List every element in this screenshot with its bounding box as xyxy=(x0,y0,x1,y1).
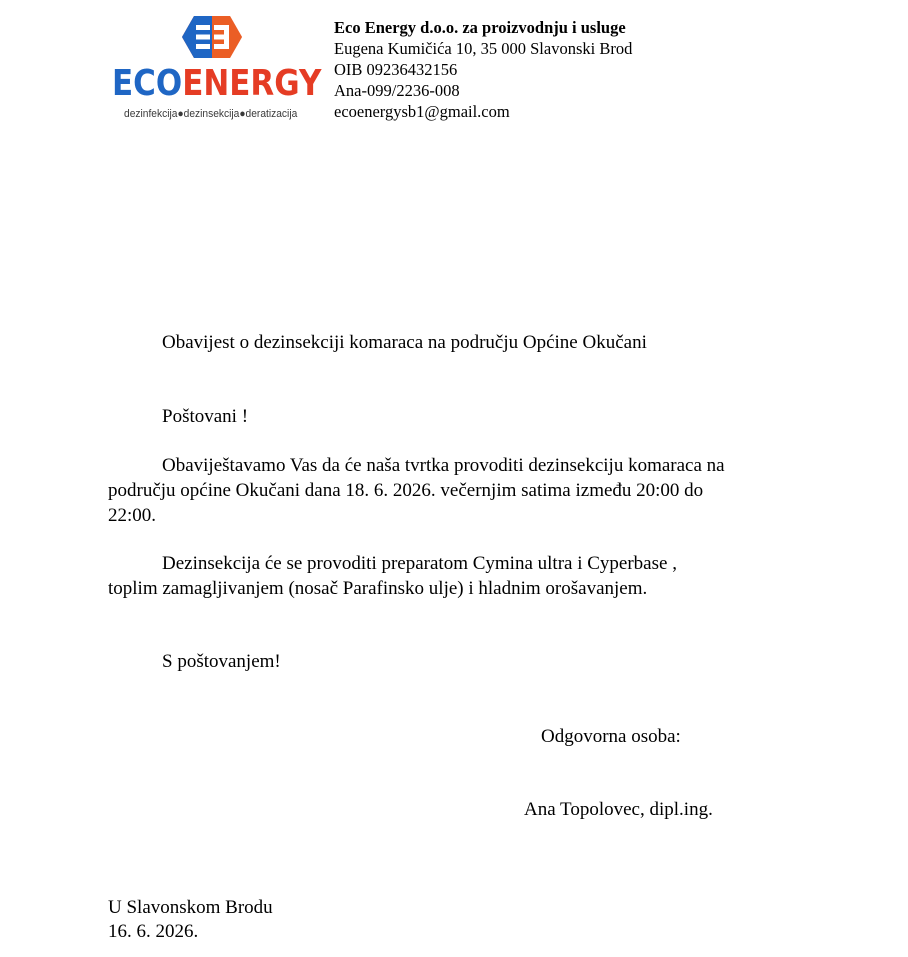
company-oib: OIB 09236432156 xyxy=(334,60,458,79)
signature-title: Odgovorna osoba: xyxy=(541,726,681,747)
logo-wordmark xyxy=(112,63,322,104)
company-logo xyxy=(108,12,323,124)
eco-energy-logo-mark-icon xyxy=(180,14,244,60)
letter-subject: Obavijest o dezinsekciji komaraca na području Općine Okučani xyxy=(162,332,647,353)
logo-word-energy: ENERGY xyxy=(182,63,322,104)
company-address: Eugena Kumičića 10, 35 000 Slavonski Brod xyxy=(334,39,633,58)
letter-salutation: Poštovani ! xyxy=(162,406,249,427)
company-phone: Ana-099/2236-008 xyxy=(334,81,460,100)
signature-name: Ana Topolovec, dipl.ing. xyxy=(524,799,713,820)
paragraph-2-line-2: toplim zamagljivanjem (nosač Parafinsko ulje) i hladnim orošavanjem. xyxy=(108,578,648,599)
letter-date: 16. 6. 2026. xyxy=(108,921,199,942)
letter-closing: S poštovanjem! xyxy=(162,651,281,672)
company-email: ecoenergysb1@gmail.com xyxy=(334,102,510,121)
paragraph-2-line-1: Dezinsekcija će se provoditi preparatom Cymina ultra i Cyperbase , xyxy=(162,553,677,574)
logo-tagline: dezinfekcija●dezinsekcija●deratizacija xyxy=(124,108,298,120)
company-name: Eco Energy d.o.o. za proizvodnju i usluge xyxy=(334,18,626,37)
company-header xyxy=(334,17,632,122)
paragraph-1-line-2: području općine Okučani dana 18. 6. 2026. večernjim satima između 20:00 do xyxy=(108,480,704,501)
paragraph-1-line-1: Obaviještavamo Vas da će naša tvrtka provoditi dezinsekciju komaraca na xyxy=(162,455,725,476)
logo-word-eco: ECO xyxy=(112,63,183,104)
paragraph-1-line-3: 22:00. xyxy=(108,505,157,526)
letter-place: U Slavonskom Brodu xyxy=(108,897,273,918)
